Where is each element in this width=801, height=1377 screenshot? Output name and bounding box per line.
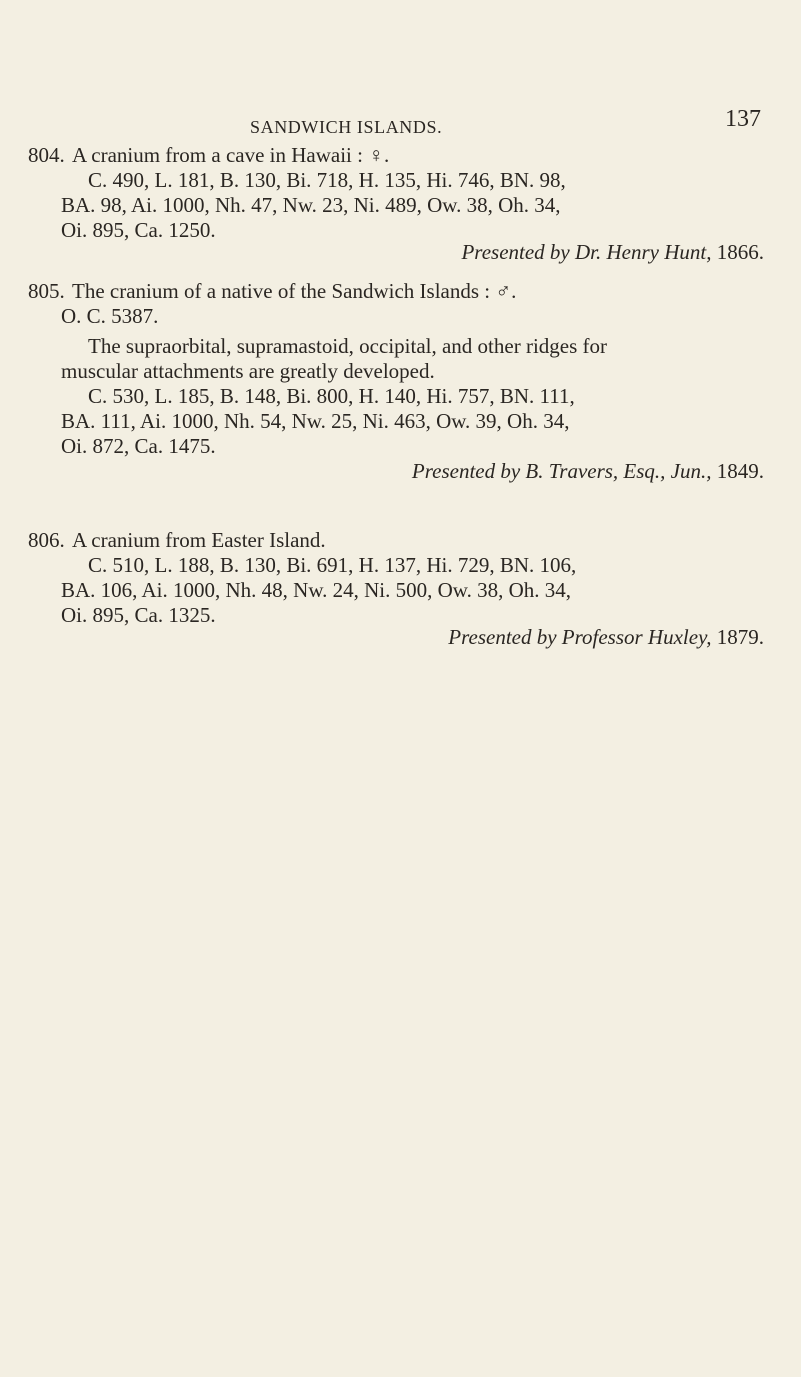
entry-number: 804. (28, 143, 65, 167)
measurement-line: Oi. 895, Ca. 1325. (61, 603, 216, 627)
donor-credit (28, 459, 768, 484)
donor-name: Presented by B. Travers, Esq., Jun., (411, 459, 712, 483)
donor-credit (28, 625, 768, 650)
donation-year: 1849. (716, 459, 764, 483)
catalogue-entry-806 (28, 528, 768, 650)
donor-name: Presented by Dr. Henry Hunt, (461, 240, 712, 264)
measurement-line: BA. 106, Ai. 1000, Nh. 48, Nw. 24, Ni. 500, Ow. 38, Oh. 34, (61, 578, 572, 602)
measurement-line: BA. 111, Ai. 1000, Nh. 54, Nw. 25, Ni. 463, Ow. 39, Oh. 34, (61, 409, 570, 433)
remarks-line: The supraorbital, supramastoid, occipital, and other ridges for (88, 334, 608, 358)
entry-title (28, 528, 768, 553)
measurement-line: C. 530, L. 185, B. 148, Bi. 800, H. 140, Hi. 757, BN. 111, (88, 384, 575, 408)
catalogue-entry-804 (28, 143, 768, 265)
entry-title (28, 279, 768, 304)
entry-description: The cranium of a native of the Sandwich Islands : ♂. (72, 279, 517, 303)
measurement-line: Oi. 895, Ca. 1250. (61, 218, 216, 242)
entry-remarks (28, 334, 768, 384)
catalogue-number: O. C. 5387. (61, 304, 159, 328)
entry-description: A cranium from Easter Island. (72, 528, 326, 552)
measurement-line: Oi. 872, Ca. 1475. (61, 434, 216, 458)
catalogue-entry-805 (28, 279, 768, 484)
donation-year: 1866. (716, 240, 764, 264)
entry-description: A cranium from a cave in Hawaii : ♀. (72, 143, 390, 167)
measurement-line: C. 490, L. 181, B. 130, Bi. 718, H. 135, Hi. 746, BN. 98, (88, 168, 566, 192)
entry-title (28, 143, 768, 168)
measurement-line: C. 510, L. 188, B. 130, Bi. 691, H. 137, Hi. 729, BN. 106, (88, 553, 577, 577)
donor-name: Presented by Professor Huxley, (448, 625, 712, 649)
remarks-line: muscular attachments are greatly developed. (61, 359, 435, 383)
measurement-line: BA. 98, Ai. 1000, Nh. 47, Nw. 23, Ni. 489, Ow. 38, Oh. 34, (61, 193, 561, 217)
entry-number: 805. (28, 279, 65, 303)
donor-credit (28, 240, 768, 265)
page-number: 137 (725, 106, 761, 132)
donation-year: 1879. (716, 625, 764, 649)
entry-number: 806. (28, 528, 65, 552)
running-title: SANDWICH ISLANDS. (250, 117, 443, 137)
